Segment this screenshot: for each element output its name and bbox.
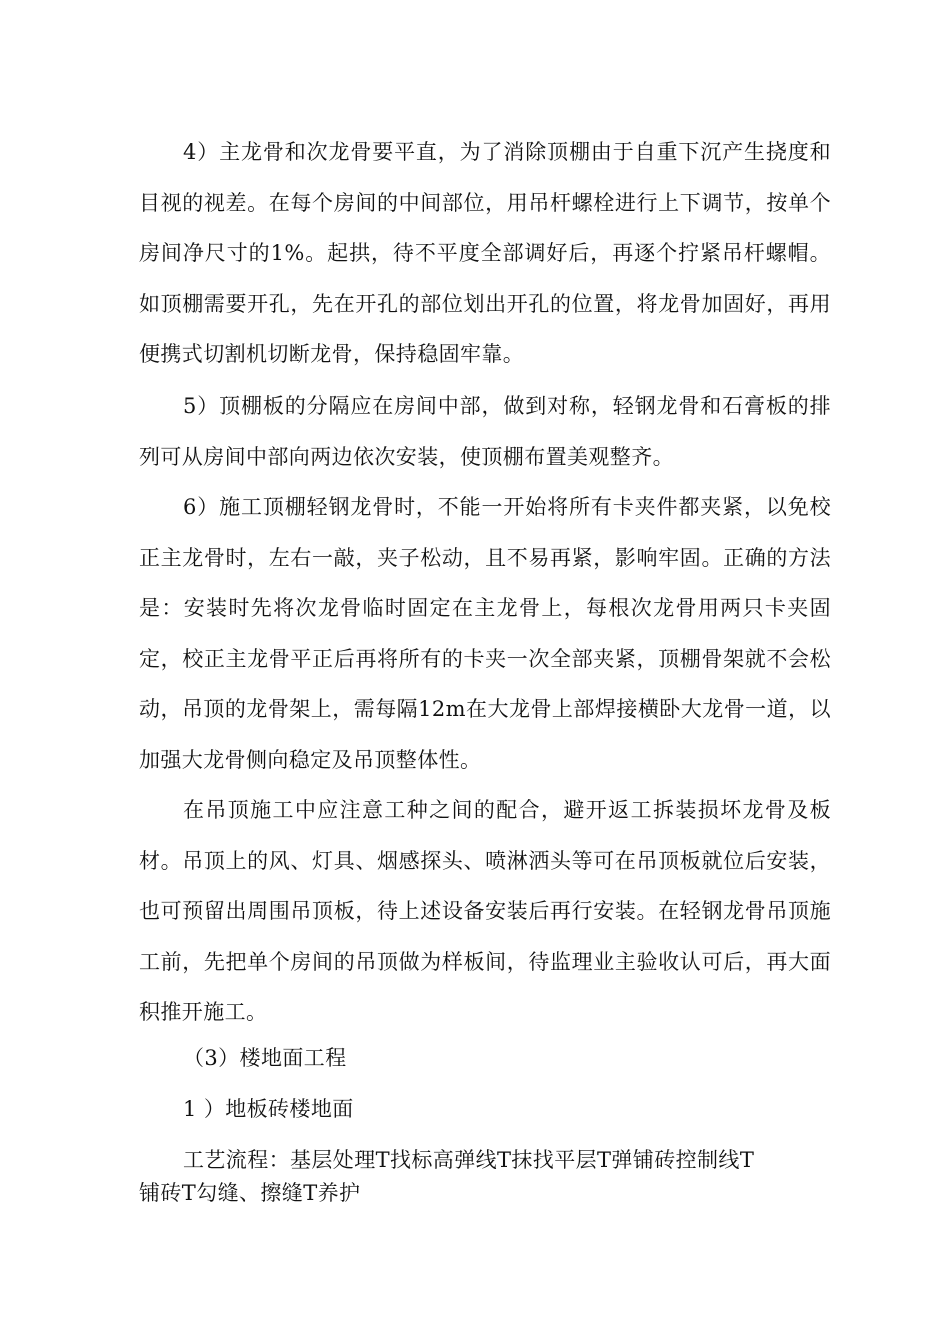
paragraph-6-clip-fastening: 6）施工顶棚轻钢龙骨时，不能一开始将所有卡夹件都夹紧，以免校正主龙骨时，左右一敲，夹子松动，且不易再紧，影响牢固。正确的方法是：安装时先将次龙骨临时固定在主龙骨上，每根次龙骨用两只卡夹固定，校正主龙骨平正后再将所有的卡夹一次全部夹紧，顶棚骨架就不会松动，吊顶的龙骨架上，需每隔12m在大龙骨上部焊接横卧大龙骨一道，以加强大龙骨侧向稳定及吊顶整体性。 [139,495,831,772]
subsection-heading-floor-tiles: 1 ）地板砖楼地面 [183,1097,354,1121]
section-heading-floor-works: （3）楼地面工程 [183,1046,347,1070]
paragraph-5-panel-layout: 5）顶棚板的分隔应在房间中部，做到对称，轻钢龙骨和石膏板的排列可从房间中部向两边依次安装，使顶棚布置美观整齐。 [139,394,831,469]
paragraph-4-ceiling-joists: 4）主龙骨和次龙骨要平直，为了消除顶棚由于自重下沉产生挠度和目视的视差。在每个房间的中间部位，用吊杆螺栓进行上下调节，按单个房间净尺寸的1%。起拱，待不平度全部调好后，再逐个拧紧吊杆螺帽。如顶棚需要开孔，先在开孔的部位划出开孔的位置，将龙骨加固好，再用便携式切割机切断龙骨，保持稳固牢靠。 [139,140,831,366]
process-flow-line-1: 工艺流程：基层处理T找标高弹线T抹找平层T弹铺砖控制线T [183,1148,755,1172]
paragraph-coordination: 在吊顶施工中应注意工种之间的配合，避开返工拆装损坏龙骨及板材。吊顶上的风、灯具、烟感探头、喷淋洒头等可在吊顶板就位后安装，也可预留出周围吊顶板，待上述设备安装后再行安装。在轻钢龙骨吊顶施工前，先把单个房间的吊顶做为样板间，待监理业主验收认可后，再大面积推开施工。 [139,798,831,1024]
process-flow-line-2: 铺砖T勾缝、擦缝T养护 [139,1181,361,1205]
